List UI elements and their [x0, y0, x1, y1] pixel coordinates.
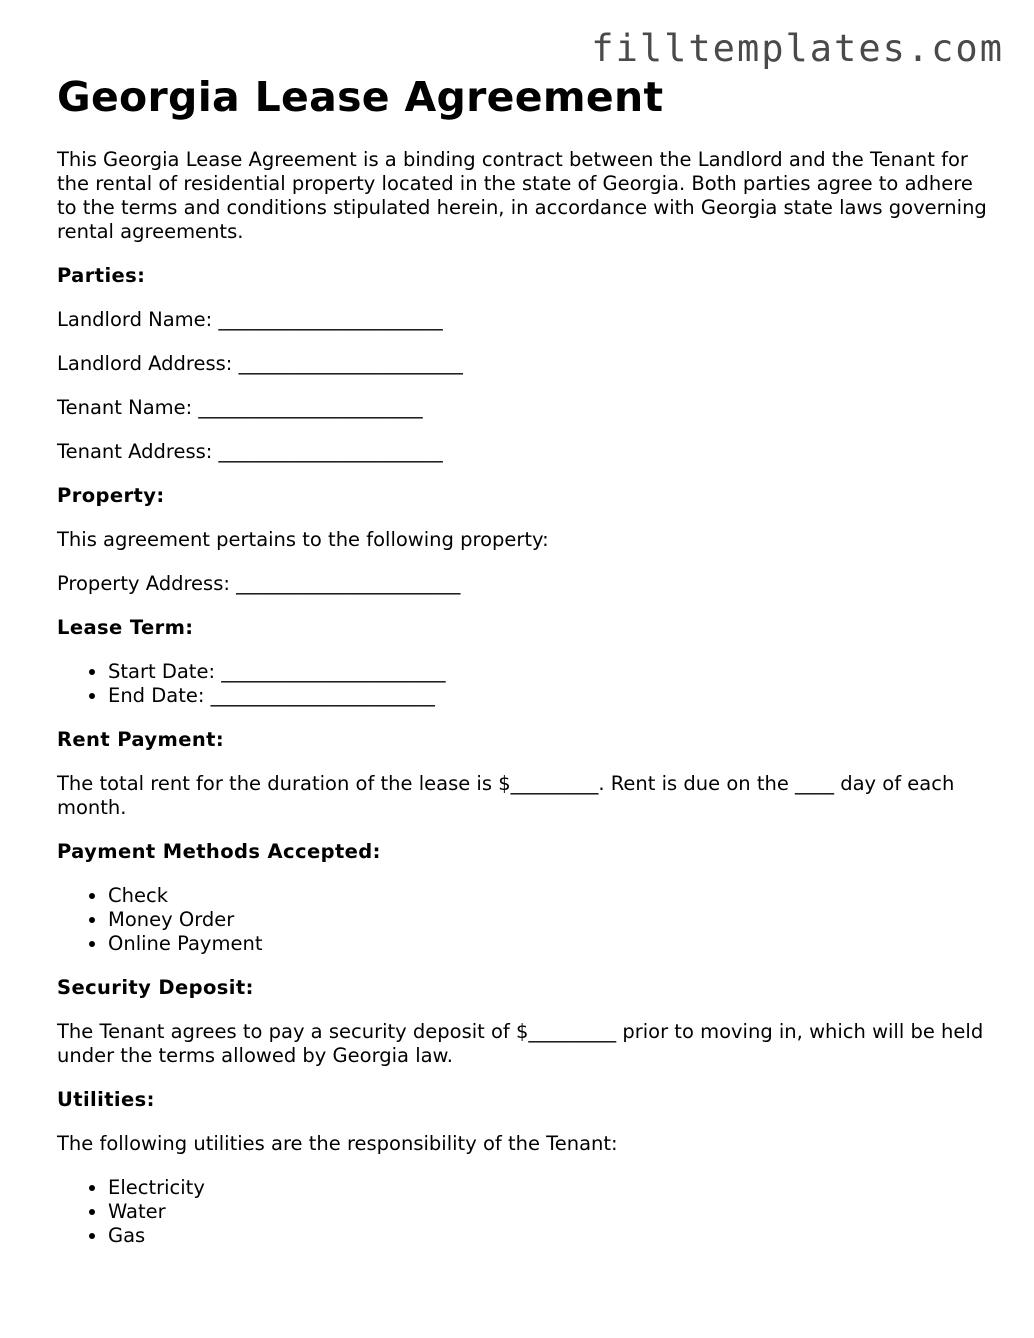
list-item: • Money Order [108, 908, 987, 932]
property-address-field[interactable]: Property Address: _______________________ [57, 572, 461, 595]
rent-payment-heading: Rent Payment: [57, 728, 225, 751]
security-deposit-heading: Security Deposit: [57, 976, 254, 999]
list-item: • Gas [108, 1224, 987, 1248]
start-date-field[interactable]: • Start Date: _______________________ [108, 660, 987, 684]
utilities-list [57, 1176, 987, 1248]
utilities-heading: Utilities: [57, 1088, 155, 1111]
list-item: • Water [108, 1200, 987, 1224]
watermark: filltemplates.com [591, 27, 1004, 70]
parties-heading: Parties: [57, 264, 146, 287]
tenant-address-field[interactable]: Tenant Address: _______________________ [57, 440, 443, 463]
property-heading: Property: [57, 484, 165, 507]
list-item: • Online Payment [108, 932, 987, 956]
lease-term-heading: Lease Term: [57, 616, 194, 639]
intro-paragraph: This Georgia Lease Agreement is a binding contract between the Landlord and the Tenant for the rental of residential property located in the state of Georgia. Both parties agree to adhere to the terms and conditions stipulated herein, in accordance with Georgia state laws governing rental agreements. [57, 148, 987, 243]
landlord-name-field[interactable]: Landlord Name: _______________________ [57, 308, 443, 331]
document-body [57, 72, 987, 1248]
end-date-field[interactable]: • End Date: _______________________ [108, 684, 987, 708]
utilities-text: The following utilities are the responsibility of the Tenant: [57, 1132, 618, 1155]
lease-term-list [57, 660, 987, 708]
rent-payment-text[interactable]: The total rent for the duration of the lease is $_________. Rent is due on the ____ day of each month. [57, 772, 955, 819]
list-item: • Check [108, 884, 987, 908]
security-deposit-text[interactable]: The Tenant agrees to pay a security deposit of $_________ prior to moving in, which will be held under the terms allowed by Georgia law. [57, 1020, 984, 1067]
property-text: This agreement pertains to the following property: [57, 528, 549, 551]
payment-methods-list [57, 884, 987, 956]
page-title: Georgia Lease Agreement [57, 73, 664, 121]
payment-methods-heading: Payment Methods Accepted: [57, 840, 381, 863]
landlord-address-field[interactable]: Landlord Address: _______________________ [57, 352, 463, 375]
list-item: • Electricity [108, 1176, 987, 1200]
tenant-name-field[interactable]: Tenant Name: _______________________ [57, 396, 423, 419]
